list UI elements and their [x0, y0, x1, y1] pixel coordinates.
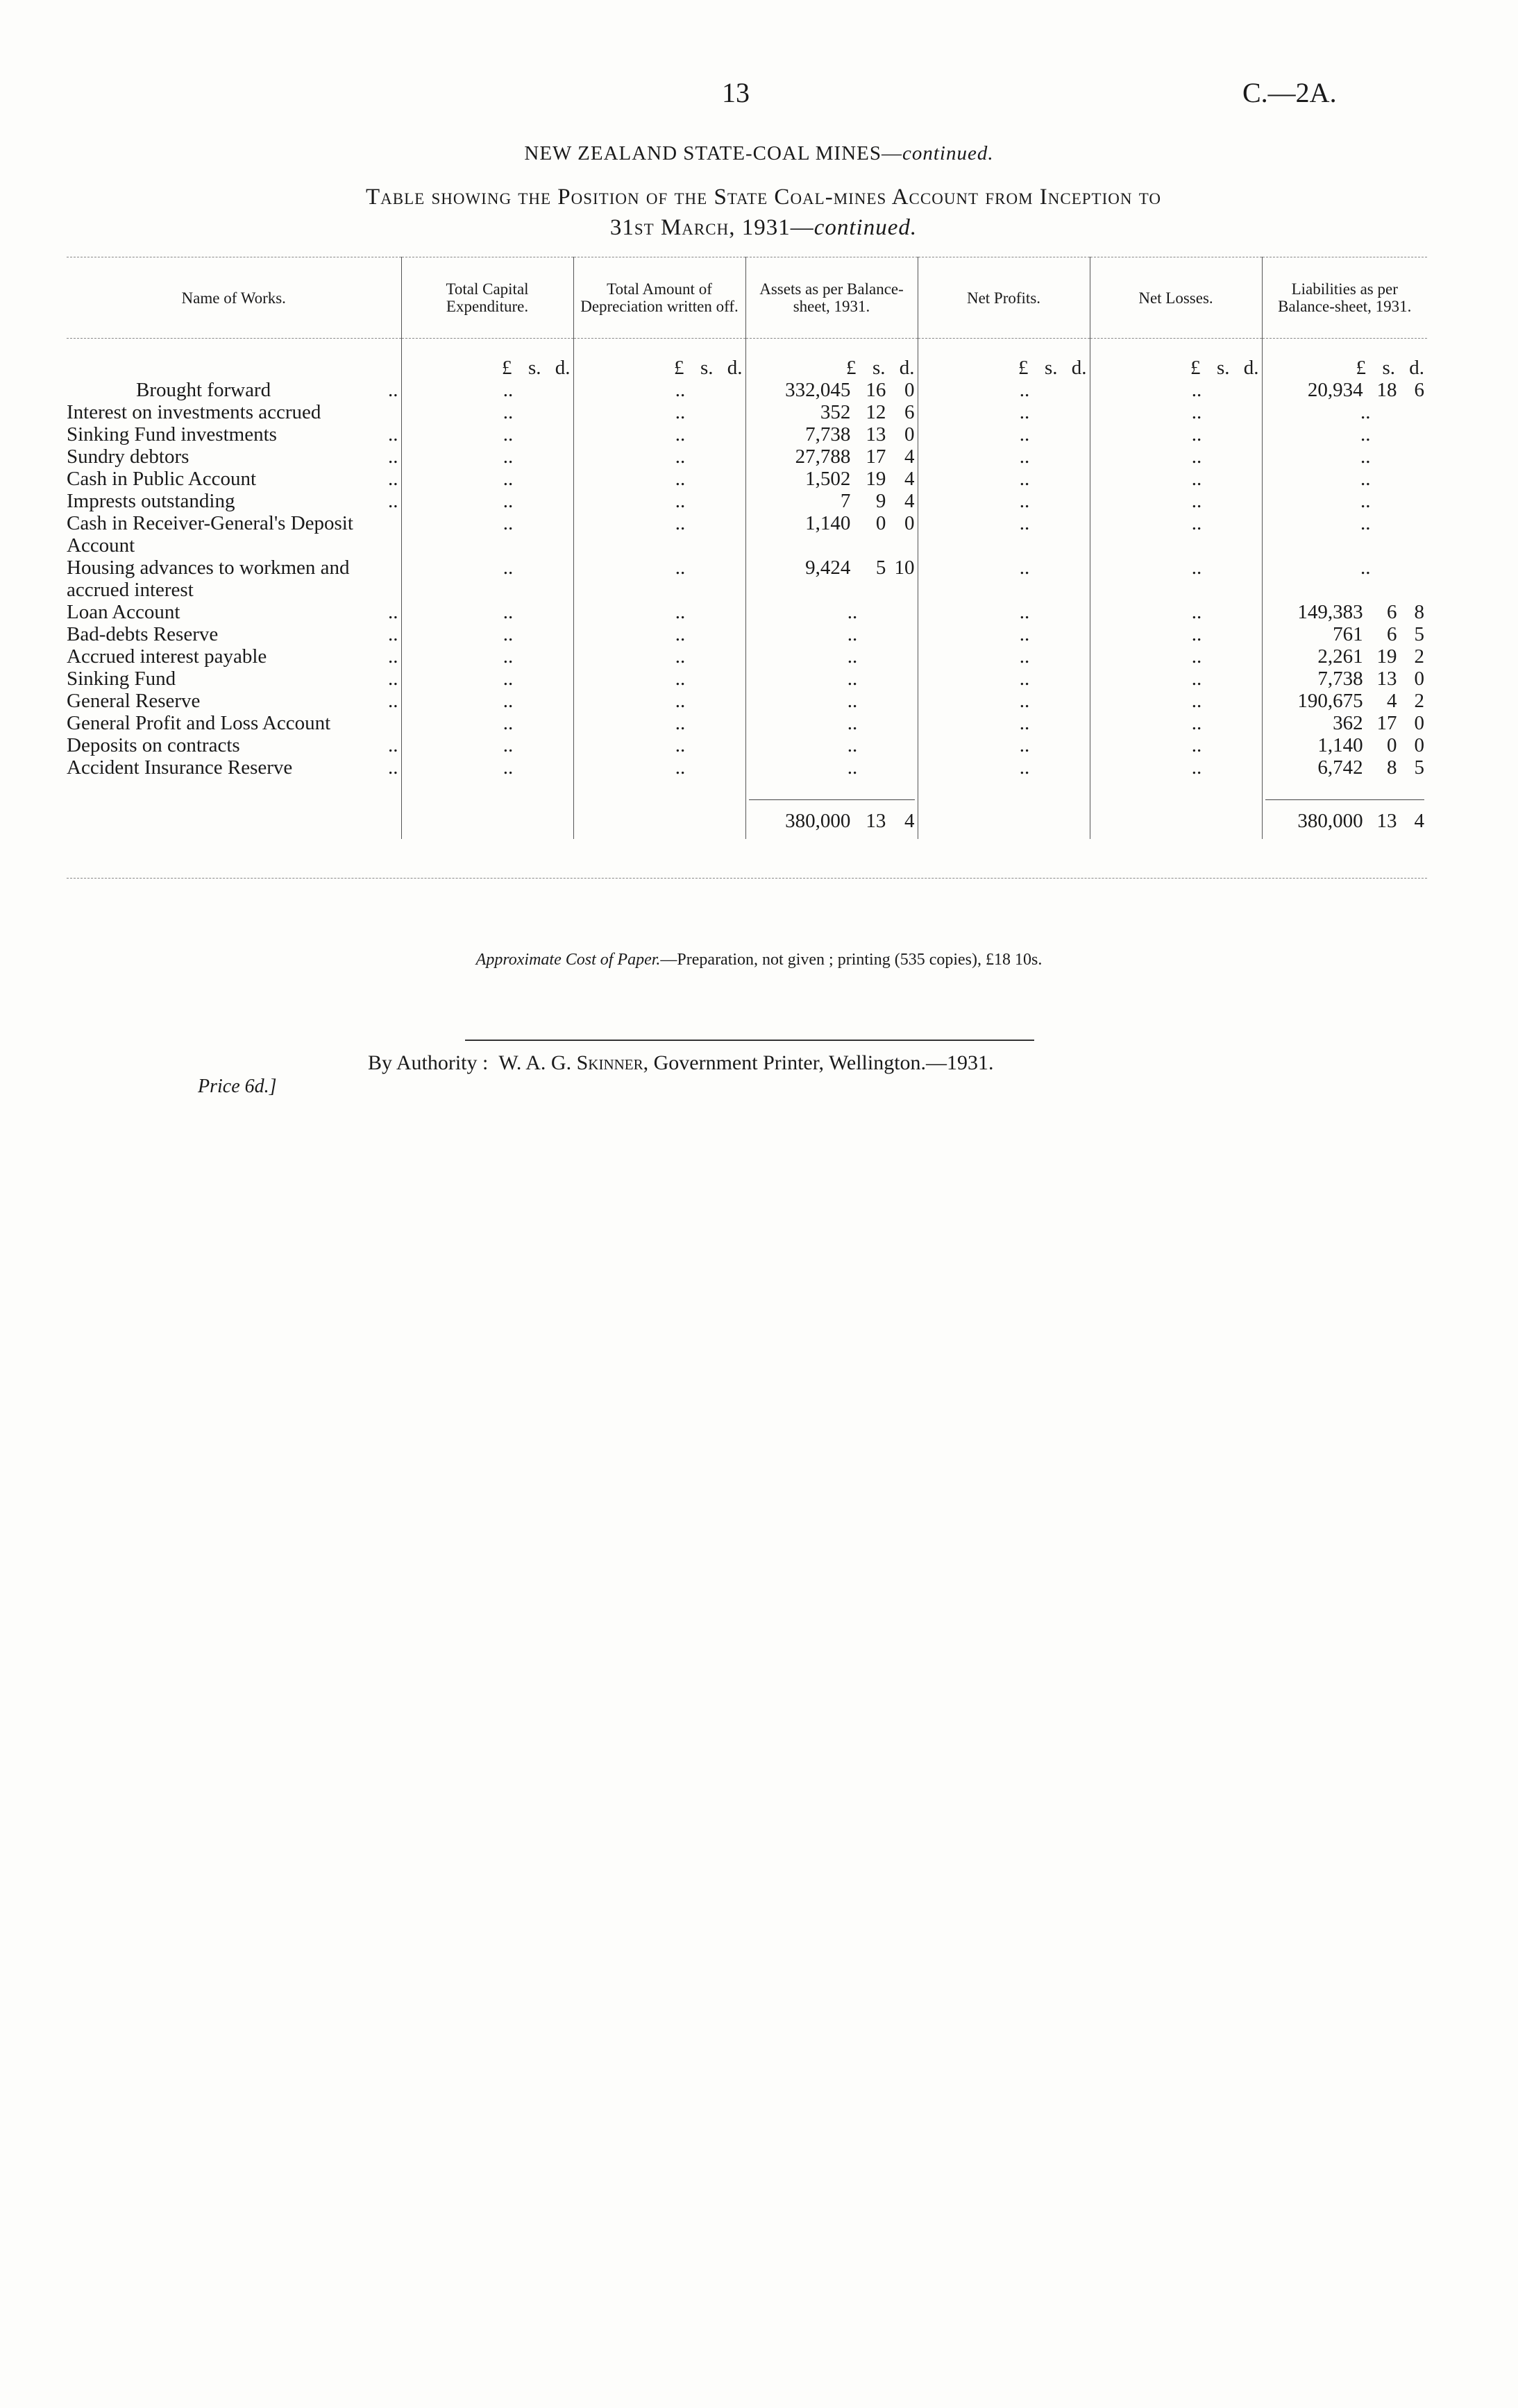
- liabilities-cell: 20,934 18 6: [1262, 379, 1427, 401]
- table-row: [67, 601, 1427, 623]
- profits-cell: ..: [918, 379, 1090, 401]
- accounts-table: [67, 257, 1427, 839]
- capital-cell: ..: [401, 690, 573, 712]
- capital-cell: ..: [401, 401, 573, 423]
- row-name: Housing advances to workmen and accrued interest: [67, 557, 350, 601]
- losses-cell: ..: [1090, 668, 1262, 690]
- profits-cell: ..: [918, 668, 1090, 690]
- table-row: [67, 734, 1427, 756]
- losses-cell: ..: [1090, 623, 1262, 645]
- table-row: [67, 756, 1427, 779]
- depreciation-cell: ..: [573, 557, 745, 601]
- depreciation-cell: ..: [573, 468, 745, 490]
- depreciation-cell: ..: [573, 668, 745, 690]
- depreciation-cell: ..: [573, 756, 745, 779]
- header-liabilities: Liabilities as per Balance-sheet, 1931.: [1262, 257, 1427, 339]
- profits-cell: ..: [918, 690, 1090, 712]
- unit-cell: £ s. d.: [745, 339, 918, 380]
- row-name: Cash in Receiver-General's Deposit Account: [67, 512, 353, 557]
- capital-cell: ..: [401, 490, 573, 512]
- liabilities-cell: ..: [1262, 423, 1427, 446]
- authority-rule: [465, 1040, 1034, 1041]
- table-title-line1: Table showing the Position of the State Coal-mines Account from Inception to: [366, 185, 1161, 210]
- profits-cell: ..: [918, 601, 1090, 623]
- depreciation-cell: ..: [573, 379, 745, 401]
- assets-cell: ..: [745, 645, 918, 668]
- row-name: Interest on investments accrued: [67, 401, 321, 423]
- row-name: Accrued interest payable ..: [67, 645, 398, 668]
- row-name: Sundry debtors ..: [67, 446, 398, 468]
- page-heading: [0, 142, 1518, 165]
- liabilities-cell: 1,140 0 0: [1262, 734, 1427, 756]
- liabilities-cell: 7,738 13 0: [1262, 668, 1427, 690]
- liabilities-cell: 6,742 8 5: [1262, 756, 1427, 779]
- header-name-of-works: Name of Works.: [181, 289, 286, 307]
- row-name: Sinking Fund investments ..: [67, 423, 398, 446]
- capital-cell: ..: [401, 446, 573, 468]
- assets-cell: ..: [745, 623, 918, 645]
- assets-cell: ..: [745, 668, 918, 690]
- capital-cell: ..: [401, 645, 573, 668]
- liabilities-cell: 190,675 4 2: [1262, 690, 1427, 712]
- losses-cell: ..: [1090, 734, 1262, 756]
- depreciation-cell: ..: [573, 401, 745, 423]
- capital-cell: ..: [401, 423, 573, 446]
- table-row: [67, 557, 1427, 601]
- depreciation-cell: ..: [573, 734, 745, 756]
- depreciation-cell: ..: [573, 423, 745, 446]
- profits-cell: ..: [918, 712, 1090, 734]
- assets-cell: ..: [745, 756, 918, 779]
- assets-cell: ..: [745, 601, 918, 623]
- total-empty-cell: [1090, 779, 1262, 839]
- header-depreciation: Total Amount of Depreciation written off.: [573, 257, 745, 339]
- totals-row: [67, 779, 1427, 839]
- unit-cell: £ s. d.: [401, 339, 573, 380]
- capital-cell: ..: [401, 557, 573, 601]
- row-name: Sinking Fund ..: [67, 668, 398, 690]
- depreciation-cell: ..: [573, 712, 745, 734]
- header-net-profits: Net Profits.: [918, 257, 1090, 339]
- header-assets: Assets as per Balance-sheet, 1931.: [745, 257, 918, 339]
- unit-cell: £ s. d.: [1090, 339, 1262, 380]
- row-name: General Reserve ..: [67, 690, 398, 712]
- total-empty-cell: [67, 779, 401, 839]
- row-name: Brought forward ..: [136, 379, 398, 401]
- depreciation-cell: ..: [573, 446, 745, 468]
- liabilities-cell: 761 6 5: [1262, 623, 1427, 645]
- assets-cell: 1,502 19 4: [745, 468, 918, 490]
- accounts-table-container: [67, 257, 1427, 839]
- unit-cell: £ s. d.: [918, 339, 1090, 380]
- table-row: [67, 645, 1427, 668]
- total-empty-cell: [401, 779, 573, 839]
- heading-main: NEW ZEALAND STATE-COAL MINES—: [524, 142, 902, 164]
- assets-cell: 27,788 17 4: [745, 446, 918, 468]
- profits-cell: ..: [918, 468, 1090, 490]
- profits-cell: ..: [918, 734, 1090, 756]
- losses-cell: ..: [1090, 423, 1262, 446]
- table-row: [67, 446, 1427, 468]
- table-header-row: [67, 257, 1427, 339]
- depreciation-cell: ..: [573, 645, 745, 668]
- liabilities-cell: 362 17 0: [1262, 712, 1427, 734]
- table-row: [67, 490, 1427, 512]
- losses-cell: ..: [1090, 468, 1262, 490]
- total-empty-cell: [573, 779, 745, 839]
- assets-cell: ..: [745, 690, 918, 712]
- capital-cell: ..: [401, 379, 573, 401]
- losses-cell: ..: [1090, 446, 1262, 468]
- table-row: [67, 423, 1427, 446]
- row-name: Accident Insurance Reserve ..: [67, 756, 398, 779]
- total-empty-cell: [918, 779, 1090, 839]
- depreciation-cell: ..: [573, 601, 745, 623]
- cost-of-paper: [0, 951, 1518, 969]
- unit-cell: £ s. d.: [1262, 339, 1427, 380]
- profits-cell: ..: [918, 557, 1090, 601]
- row-name: Deposits on contracts ..: [67, 734, 398, 756]
- header-capital-expenditure: Total Capital Expenditure.: [401, 257, 573, 339]
- cost-text: —Preparation, not given ; printing (535 copies), £18 10s.: [660, 951, 1043, 969]
- row-name: Imprests outstanding ..: [67, 490, 398, 512]
- depreciation-cell: ..: [573, 490, 745, 512]
- liabilities-total: 380,000 13 4: [1262, 779, 1427, 839]
- price: Price 6d.]: [198, 1076, 277, 1097]
- depreciation-cell: ..: [573, 690, 745, 712]
- assets-cell: 7,738 13 0: [745, 423, 918, 446]
- assets-cell: 332,045 16 0: [745, 379, 918, 401]
- units-row: [67, 339, 1427, 380]
- capital-cell: ..: [401, 756, 573, 779]
- assets-total: 380,000 13 4: [745, 779, 918, 839]
- heading-italic: continued.: [902, 142, 994, 164]
- liabilities-cell: 2,261 19 2: [1262, 645, 1427, 668]
- profits-cell: ..: [918, 446, 1090, 468]
- capital-cell: ..: [401, 512, 573, 557]
- capital-cell: ..: [401, 623, 573, 645]
- row-name: Loan Account ..: [67, 601, 398, 623]
- profits-cell: ..: [918, 490, 1090, 512]
- profits-cell: ..: [918, 645, 1090, 668]
- capital-cell: ..: [401, 734, 573, 756]
- losses-cell: ..: [1090, 401, 1262, 423]
- assets-cell: ..: [745, 734, 918, 756]
- header-net-losses: Net Losses.: [1090, 257, 1262, 339]
- row-name: General Profit and Loss Account: [67, 712, 331, 734]
- table-row: [67, 379, 1427, 401]
- liabilities-cell: ..: [1262, 446, 1427, 468]
- table-row: [67, 623, 1427, 645]
- losses-cell: ..: [1090, 512, 1262, 557]
- table-row: [67, 401, 1427, 423]
- liabilities-cell: ..: [1262, 401, 1427, 423]
- table-title: [208, 182, 1319, 243]
- table-body: [67, 339, 1427, 840]
- losses-cell: ..: [1090, 712, 1262, 734]
- liabilities-cell: ..: [1262, 468, 1427, 490]
- assets-cell: 7 9 4: [745, 490, 918, 512]
- cost-label: Approximate Cost of Paper.: [475, 951, 661, 969]
- liabilities-cell: ..: [1262, 557, 1427, 601]
- losses-cell: ..: [1090, 756, 1262, 779]
- liabilities-cell: ..: [1262, 490, 1427, 512]
- liabilities-cell: 149,383 6 8: [1262, 601, 1427, 623]
- page-number: 13: [722, 77, 750, 108]
- profits-cell: ..: [918, 512, 1090, 557]
- profits-cell: ..: [918, 623, 1090, 645]
- profits-cell: ..: [918, 756, 1090, 779]
- losses-cell: ..: [1090, 645, 1262, 668]
- assets-cell: 1,140 0 0: [745, 512, 918, 557]
- row-name: Cash in Public Account ..: [67, 468, 398, 490]
- losses-cell: ..: [1090, 557, 1262, 601]
- table-row: [67, 690, 1427, 712]
- assets-cell: 9,424 5 10: [745, 557, 918, 601]
- table-bottom-rule: [67, 878, 1427, 879]
- unit-cell: £ s. d.: [573, 339, 745, 380]
- document-reference: C.—2A.: [1242, 77, 1337, 108]
- depreciation-cell: ..: [573, 512, 745, 557]
- profits-cell: ..: [918, 423, 1090, 446]
- assets-cell: ..: [745, 712, 918, 734]
- losses-cell: ..: [1090, 601, 1262, 623]
- liabilities-cell: ..: [1262, 512, 1427, 557]
- row-name: Bad-debts Reserve ..: [67, 623, 398, 645]
- losses-cell: ..: [1090, 690, 1262, 712]
- table-row: [67, 712, 1427, 734]
- table-row: [67, 468, 1427, 490]
- table-title-line2: 31st March, 1931—continued.: [609, 215, 918, 240]
- profits-cell: ..: [918, 401, 1090, 423]
- losses-cell: ..: [1090, 490, 1262, 512]
- table-row: [67, 668, 1427, 690]
- losses-cell: ..: [1090, 379, 1262, 401]
- capital-cell: ..: [401, 712, 573, 734]
- assets-cell: 352 12 6: [745, 401, 918, 423]
- capital-cell: ..: [401, 601, 573, 623]
- depreciation-cell: ..: [573, 623, 745, 645]
- capital-cell: ..: [401, 668, 573, 690]
- printer-authority: By Authority : W. A. G. Skinner, Government Printer, Wellington.—1931.: [368, 1051, 994, 1074]
- capital-cell: ..: [401, 468, 573, 490]
- table-row: [67, 512, 1427, 557]
